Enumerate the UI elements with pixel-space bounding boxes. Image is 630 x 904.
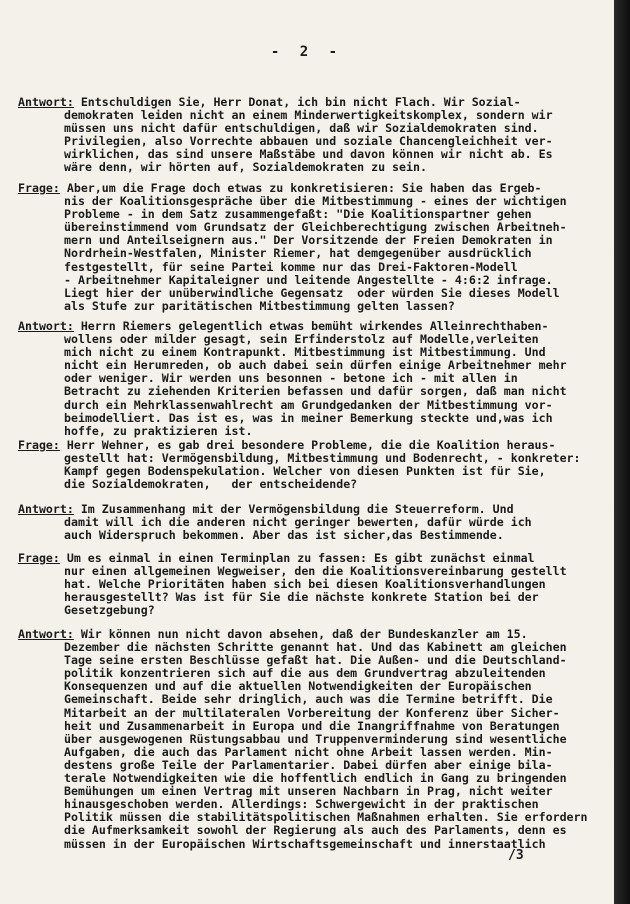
section-line: gestellt hat: Vermögensbildung, Mitbestimmung und Bodenrecht, - konkreter: — [64, 451, 581, 466]
section-3-antwort — [18, 320, 608, 438]
section-line: Mitarbeit an der multilateralen Vorbereitung der Konferenz über Sicher- — [64, 705, 560, 720]
section-line: oder weniger. Wir werden uns besonnen - betone ich - mit allen in — [64, 371, 518, 386]
section-line: als Stufe zur paritätischen Mitbestimmung gelten lassen? — [64, 298, 455, 313]
section-line: hinausgeschoben werden. Allerdings: Schwergewicht in der praktischen — [64, 797, 539, 812]
section-7-antwort — [18, 628, 608, 851]
section-line: Bemühungen um einen Vertrag mit unseren Nachbarn in Prag, nicht weiter — [64, 784, 553, 799]
section-line: müssen in der Europäischen Wirtschaftsgemeinschaft und innerstaatlich — [64, 836, 546, 851]
section-line: damit will ich die anderen nicht geringer bewerten, dafür würde ich — [64, 515, 532, 530]
section-6-frage — [18, 552, 608, 617]
section-line: festgestellt, für seine Partei komme nur das Drei-Faktoren-Modell — [64, 259, 518, 274]
section-line: Gesetzgebung? — [64, 603, 155, 618]
section-line: politik konzentrieren sich auf die aus dem Grundvertrag abzuleitenden — [64, 666, 546, 681]
section-line-first: Frage: Herr Wehner, es gab drei besondere Probleme, die die Koalition heraus- — [18, 438, 556, 452]
section-line: Liegt hier der unüberwindliche Gegensatz oder würden Sie dieses Modell — [64, 285, 560, 300]
section-line: müssen uns nicht dafür entschuldigen, daß wir Sozialdemokraten sind. — [64, 121, 539, 136]
section-line: über ausgewogenen Rüstungsabbau und Truppenverminderung sind wesentliche — [64, 731, 567, 746]
section-line-first: Antwort: Wir können nun nicht davon absehen, daß der Bundeskanzler am 15. — [18, 627, 528, 641]
section-line: auch Widerspruch bekommen. Aber das ist sicher,das Bestimmende. — [64, 528, 504, 543]
speaker-label: Frage: — [18, 551, 60, 565]
section-line: Probleme - in dem Satz zusammengefaßt: "Die Koalitionspartner gehen — [64, 207, 532, 222]
section-line: die Aufmerksamkeit sowohl der Regierung als auch des Parlaments, denn es — [64, 823, 567, 838]
section-5-antwort — [18, 503, 608, 542]
continuation-marker: /3 — [508, 848, 524, 863]
section-line: Konsequenzen und auf die aktuellen Notwendigkeiten der Europäischen — [64, 679, 532, 694]
section-line: mich nicht zu einem Kontrapunkt. Mitbestimmung ist Mitbestimmung. Und — [64, 345, 546, 360]
section-line: nicht ein Herumreden, ob auch dabei sein dürfen einige Arbeitnehmer mehr — [64, 358, 567, 373]
section-line: - Arbeitnehmer Kapitaleigner und leitende Angestellte - 4:6:2 infrage. — [64, 272, 553, 287]
section-line: Politik müssen die stabilitätspolitischen Maßnahmen erhalten. Sie erfordern — [64, 810, 588, 825]
section-line: hat. Welche Prioritäten haben sich bei diesen Koalitionsverhandlungen — [64, 577, 546, 592]
speaker-label: Frage: — [18, 438, 60, 452]
section-line: Nordrhein-Westfalen, Minister Riemer, hat demgegenüber ausdrücklich — [64, 246, 532, 261]
section-line: Privilegien, also Vorrechte abbauen und soziale Chancengleichheit ver- — [64, 134, 553, 149]
section-line: übereinstimmend vom Grundsatz der Gleichberechtigung zwischen Arbeitneh- — [64, 220, 567, 235]
speaker-label: Frage: — [18, 181, 60, 195]
section-line: beimodelliert. Das ist es, was in meiner Bemerkung steckte und,was ich — [64, 410, 553, 425]
section-line: hoffe, zu praktizieren ist. — [64, 423, 253, 438]
section-line-first: Antwort: Herrn Riemers gelegentlich etwas bemüht wirkendes Alleinrechthaben- — [18, 319, 549, 333]
section-line: wollens oder milder gesagt, sein Erfinderstolz auf Modelle,verleiten — [64, 332, 539, 347]
section-line: wäre denn, wir hörten auf, Sozialdemokraten zu sein. — [64, 160, 427, 175]
speaker-label: Antwort: — [18, 627, 74, 641]
section-2-frage — [18, 182, 608, 313]
section-line: nis der Koalitionsgespräche über die Mitbestimmung - eines der wichtigen — [64, 194, 567, 209]
section-line: demokraten leiden nicht an einem Minderwertigkeitskomplex, sondern wir — [64, 108, 553, 123]
page-number: - 2 - — [270, 44, 344, 60]
section-line: die Sozialdemokraten, der entscheidende? — [64, 477, 358, 492]
section-line: terale Notwendigkeiten wie die hoffentlich endlich in Gang zu bringenden — [64, 771, 567, 786]
section-line: herausgestellt? Was ist für Sie die nächste konkrete Station bei der — [64, 590, 539, 605]
section-line: Betracht zu ziehenden Kriterien befassen und dafür sorgen, daß man nicht — [64, 384, 567, 399]
section-4-frage — [18, 439, 608, 491]
speaker-label: Antwort: — [18, 319, 74, 333]
section-line: Dezember die nächsten Schritte genannt hat. Und das Kabinett am gleichen — [64, 640, 567, 655]
section-line: heit und Zusammenarbeit in Europa und die Inangriffnahme von Beratungen — [64, 718, 560, 733]
section-line: durch ein Mehrklassenwahlrecht am Grundgedanken der Mitbestimmung vor- — [64, 397, 553, 412]
section-line: Kampf gegen Bodenspekulation. Welcher von diesen Punkten ist für Sie, — [64, 464, 546, 479]
section-line: Aufgaben, die auch das Parlament nicht ohne Arbeit lassen werden. Min- — [64, 744, 553, 759]
section-line-first: Frage: Aber,um die Frage doch etwas zu konkretisieren: Sie haben das Ergeb- — [18, 181, 542, 195]
section-line: destens große Teile der Parlamentarier. Dabei dürfen aber einige bila- — [64, 757, 553, 772]
section-line: Tage seine ersten Beschlüsse gefaßt hat. Die Außen- und die Deutschland- — [64, 653, 567, 668]
speaker-label: Antwort: — [18, 502, 74, 516]
scan-edge — [614, 0, 630, 904]
section-line: nur einen allgemeinen Wegweiser, den die Koalitionsvereinbarung gestellt — [64, 564, 567, 579]
section-line-first: Antwort: Im Zusammenhang mit der Vermögensbildung die Steuerreform. Und — [18, 502, 514, 516]
section-line-first: Antwort: Entschuldigen Sie, Herr Donat, ich bin nicht Flach. Wir Sozial- — [18, 95, 521, 109]
speaker-label: Antwort: — [18, 95, 74, 109]
section-line: wirklichen, das sind unsere Maßstäbe und davon können wir nicht ab. Es — [64, 147, 553, 162]
section-line: Gemeinschaft. Beide sehr dringlich, auch was die Termine betrifft. Die — [64, 692, 553, 707]
section-line-first: Frage: Um es einmal in einen Terminplan zu fassen: Es gibt zunächst einmal — [18, 551, 535, 565]
section-1-antwort — [18, 96, 608, 175]
section-line: mern und Anteilseignern aus." Der Vorsitzende der Freien Demokraten in — [64, 233, 553, 248]
